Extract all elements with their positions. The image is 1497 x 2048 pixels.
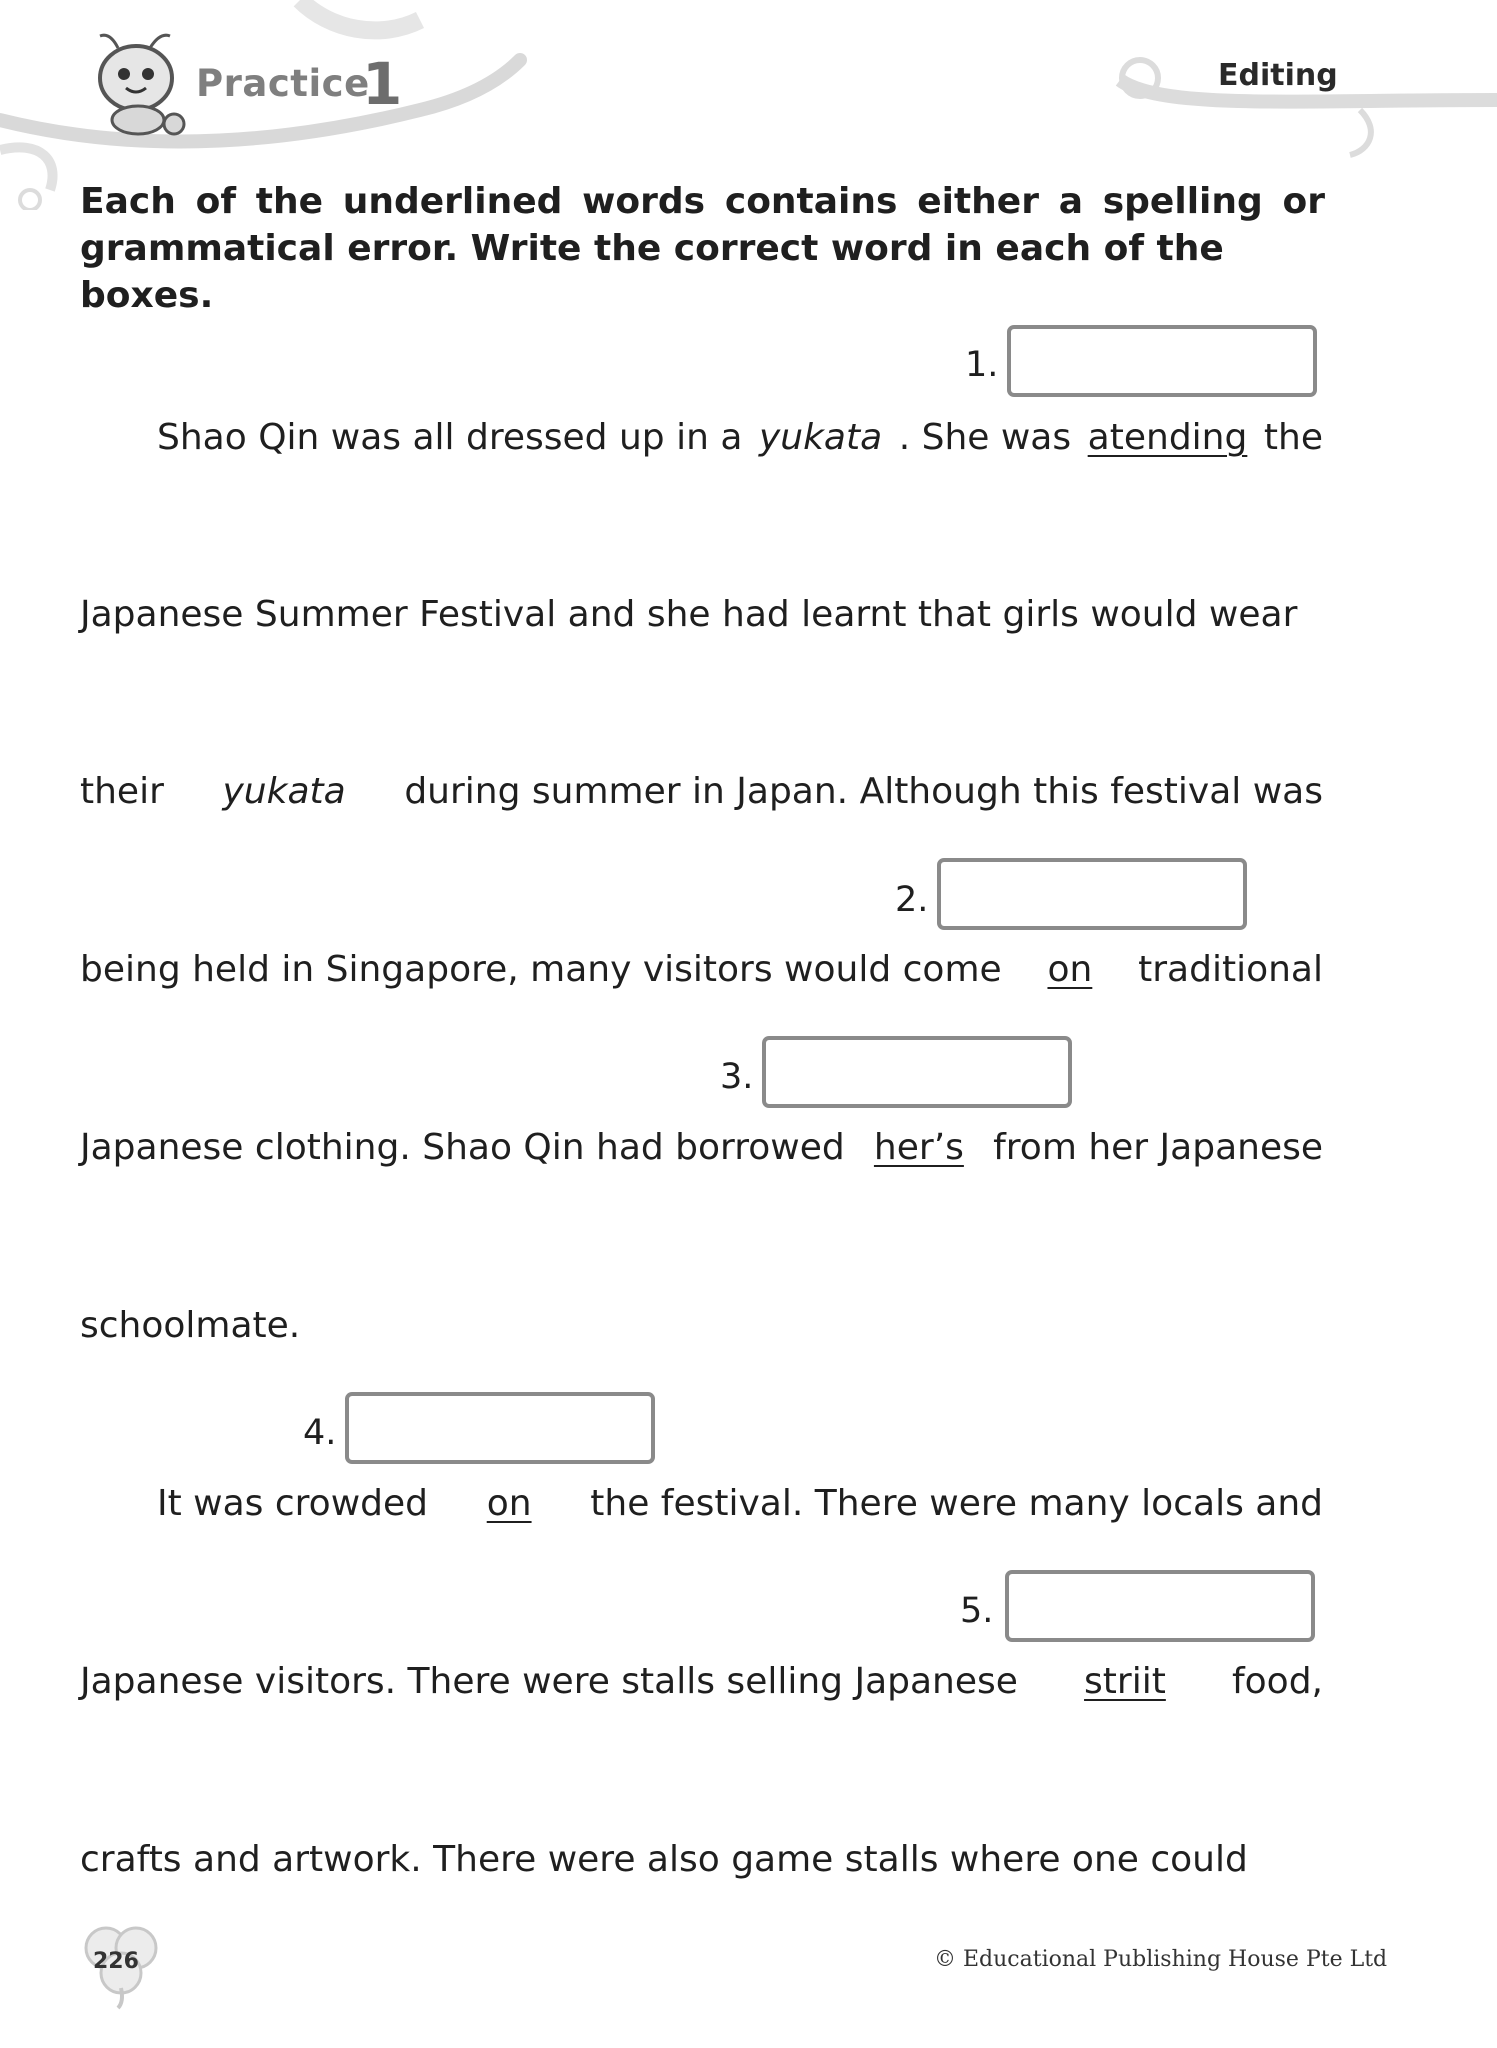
question-3-label: 3. bbox=[720, 1057, 754, 1097]
underlined-error-word-4: on bbox=[486, 1483, 532, 1524]
copyright: © Educational Publishing House Pte Ltd bbox=[934, 1947, 1388, 1972]
passage-line-3 bbox=[80, 770, 1323, 814]
passage-line-2: Japanese Summer Festival and she had learnt that girls would wear bbox=[80, 594, 1298, 635]
text: It was crowded bbox=[157, 1483, 429, 1524]
underlined-error-word-3: her’s bbox=[873, 1127, 964, 1168]
text: being held in Singapore, many visitors would come bbox=[80, 949, 1002, 990]
answer-box-1[interactable] bbox=[1007, 325, 1317, 397]
instructions bbox=[80, 178, 1325, 319]
text: Japanese visitors. There were stalls selling Japanese bbox=[80, 1661, 1018, 1702]
instructions-line-2: grammatical error. Write the correct word in each of the boxes. bbox=[80, 228, 1224, 316]
page-number: 226 bbox=[93, 1949, 139, 1974]
text: during summer in Japan. Although this festival was bbox=[404, 771, 1323, 812]
text: the bbox=[1263, 417, 1323, 458]
text: Shao Qin was all dressed up in a bbox=[157, 417, 743, 458]
question-2-label: 2. bbox=[895, 880, 929, 920]
text: traditional bbox=[1138, 949, 1323, 990]
text: Japanese clothing. Shao Qin had borrowed bbox=[80, 1127, 845, 1168]
answer-box-3[interactable] bbox=[762, 1036, 1072, 1108]
answer-box-4[interactable] bbox=[345, 1392, 655, 1464]
text: . She was bbox=[898, 417, 1072, 458]
text: from her Japanese bbox=[993, 1127, 1323, 1168]
practice-number: 1 bbox=[362, 50, 403, 118]
question-1-label: 1. bbox=[965, 345, 999, 385]
italic-word: yukata bbox=[222, 771, 346, 812]
practice-title: Practice bbox=[196, 62, 370, 105]
passage-line-6: schoolmate. bbox=[80, 1305, 301, 1346]
answer-box-2[interactable] bbox=[937, 858, 1247, 930]
underlined-error-word-1: atending bbox=[1087, 417, 1248, 458]
passage-line-8 bbox=[80, 1660, 1323, 1704]
passage-line-4 bbox=[80, 948, 1323, 992]
underlined-error-word-2: on bbox=[1047, 949, 1093, 990]
instructions-line-1: Each of the underlined words contains either a spelling or bbox=[80, 181, 1325, 222]
question-4-label: 4. bbox=[303, 1413, 337, 1453]
passage-line-9: crafts and artwork. There were also game stalls where one could bbox=[80, 1839, 1248, 1880]
text: the festival. There were many locals and bbox=[590, 1483, 1323, 1524]
passage-line-7 bbox=[157, 1482, 1323, 1526]
text: their bbox=[80, 771, 164, 812]
caterpillar-mascot-icon bbox=[88, 30, 198, 140]
answer-box-5[interactable] bbox=[1005, 1570, 1315, 1642]
italic-word: yukata bbox=[758, 417, 883, 458]
question-5-label: 5. bbox=[960, 1591, 994, 1631]
section-label: Editing bbox=[1218, 58, 1338, 93]
text: food, bbox=[1231, 1661, 1323, 1702]
underlined-error-word-5: striit bbox=[1084, 1661, 1166, 1702]
passage-line-5 bbox=[80, 1126, 1323, 1170]
passage-line-1 bbox=[157, 416, 1323, 460]
